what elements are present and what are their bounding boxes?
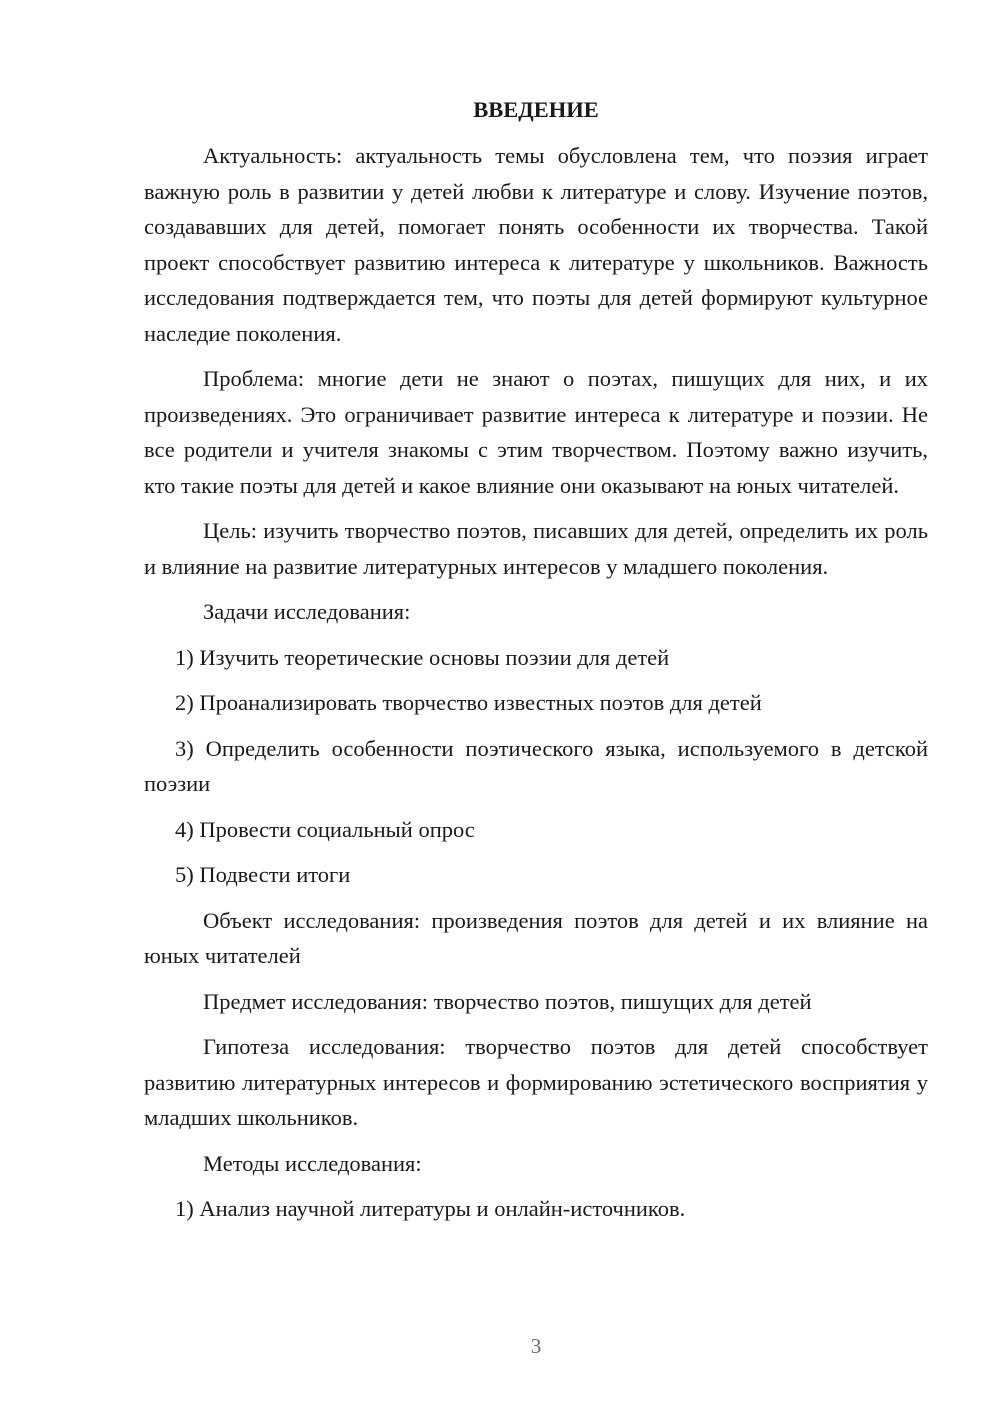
section-heading: ВВЕДЕНИЕ [473, 97, 599, 122]
subject-paragraph: Предмет исследования: творчество поэтов, пишущих для детей [203, 988, 812, 1014]
relevance-paragraph: Актуальность: актуальность темы обусловлена тем, что поэзия играет важную роль в развитии у детей любви к литературе и слову. Изучение поэтов, создававших для детей, помогает понять особенности их творчества. Такой проект способствует развитию интереса к литературе у школьников. Важность исследования подтверждается тем, что поэты для детей формируют культурное наследие поколения. [144, 143, 928, 346]
task-item-5: 5) Подвести итоги [175, 862, 351, 887]
page-number: 3 [530, 1334, 542, 1358]
task-item-3: 3) Определить особенности поэтического языка, используемого в детской поэзии [144, 735, 928, 796]
task-item-1: 1) Изучить теоретические основы поэзии для детей [175, 644, 670, 670]
problem-paragraph: Проблема: многие дети не знают о поэтах, пишущих для них, и их произведениях. Это ограничивает развитие интереса к литературе и поэзии. Не все родители и учителя знакомы с этим творчеством. Поэтому важно изучить, кто такие поэты для детей и какое влияние они оказывают на юных читателей. [144, 366, 928, 498]
page-content [144, 92, 928, 1237]
tasks-title: Задачи исследования: [203, 599, 411, 624]
hypothesis-paragraph: Гипотеза исследования: творчество поэтов для детей способствует развитию литературных интересов и формированию эстетического восприятия у младших школьников. [144, 1034, 928, 1130]
methods-title: Методы исследования: [203, 1150, 422, 1176]
task-item-2: 2) Проанализировать творчество известных поэтов для детей [175, 690, 762, 715]
method-item-1: 1) Анализ научной литературы и онлайн-источников. [175, 1196, 686, 1221]
goal-paragraph: Цель: изучить творчество поэтов, писавших для детей, определить их роль и влияние на развитие литературных интересов у младшего поколения. [144, 518, 928, 579]
object-paragraph: Объект исследования: произведения поэтов для детей и их влияние на юных читателей [144, 907, 928, 968]
task-item-4: 4) Провести социальный опрос [175, 816, 475, 842]
